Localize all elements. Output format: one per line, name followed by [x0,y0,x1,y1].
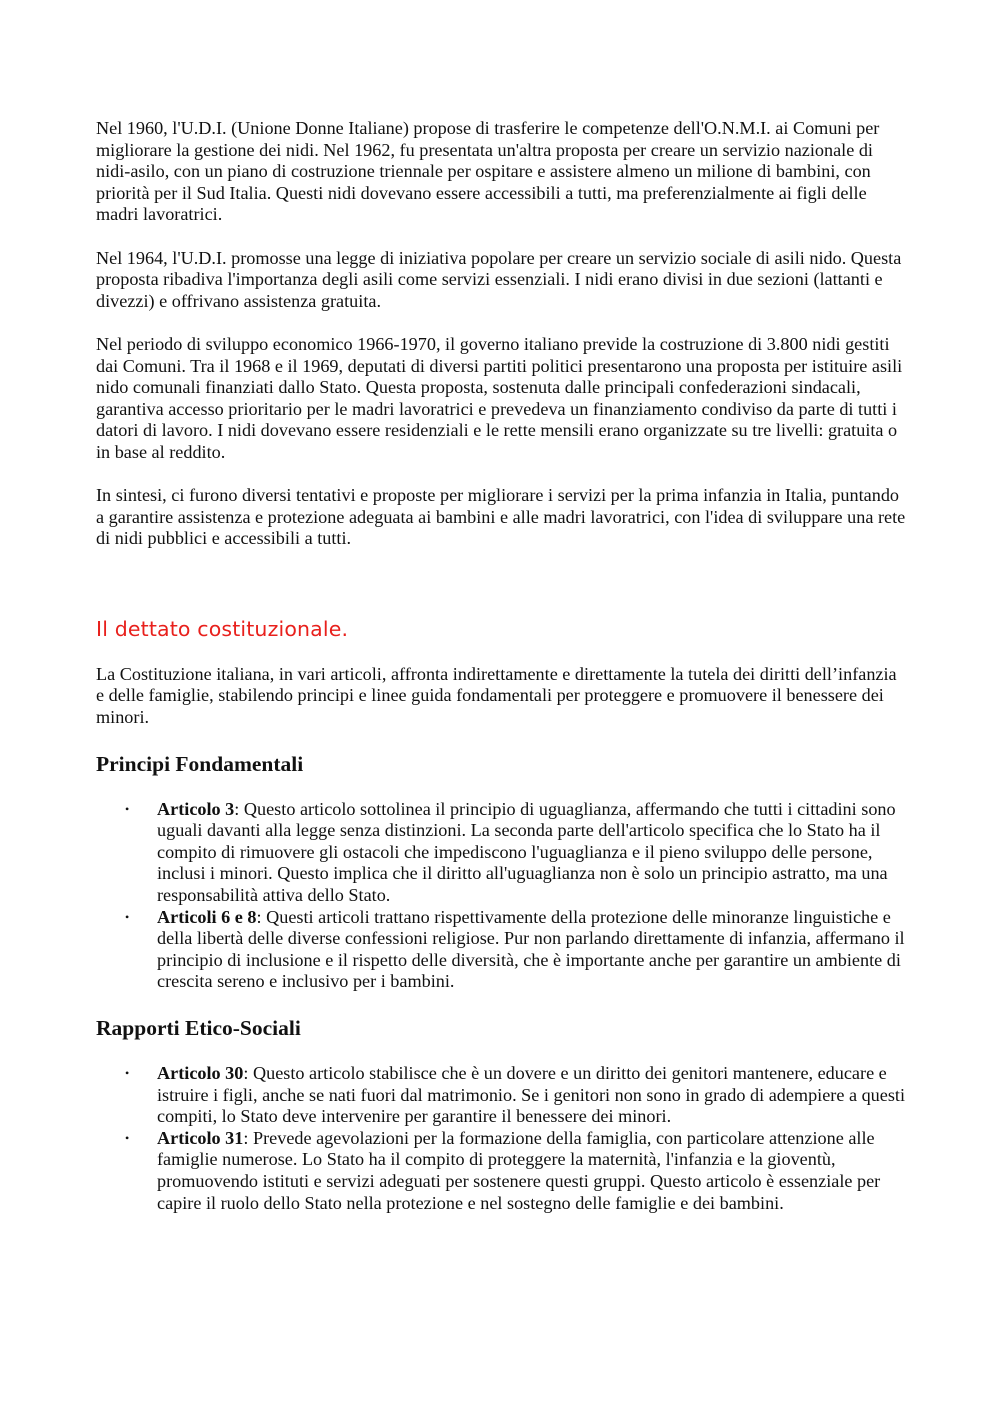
article-list-rapporti [96,1063,908,1214]
article-text: : Questo articolo stabilisce che è un dovere e un diritto dei genitori mantenere, educare e istruire i figli, anche se nati fuori dal matrimonio. Se i genitori non sono in grado di adempiere a questi compiti, lo Stato deve intervenire per garantire il benessere dei minori. [157,1063,906,1127]
article-label: Articolo 31 [157,1127,244,1148]
bullet-icon: • [125,1066,130,1080]
list-item [125,1063,908,1128]
article-label: Articolo 3 [157,798,235,819]
list-item [125,798,908,907]
article-label: Articolo 30 [157,1063,244,1083]
article-label: Articoli 6 e 8 [157,906,257,927]
bullet-icon: • [125,801,130,816]
article-text: : Questi articoli trattano rispettivamente della protezione delle minoranze linguistiche e della libertà delle diverse confessioni religiose. Pur non parlando direttamente di infanzia, affermano il principio di inclusione e il rispetto delle diversità, che è importante anche per garantire un ambiente di crescita sereno e inclusivo per i bambini. [157,906,905,992]
bullet-icon: • [125,909,130,924]
paragraph: Nel 1960, l'U.D.I. (Unione Donne Italiane) propose di trasferire le competenze dell'O.N.M.I. ai Comuni per migliorare la gestione dei nidi. Nel 1962, fu presentata un'altra proposta per creare un servizio nazionale di nidi-asilo, con un piano di costruzione triennale per ospitare e assistere almeno un milione di bambini, con priorità per il Sud Italia. Questi nidi dovevano essere accessibili a tutti, ma preferenzialmente ai figli delle madri lavoratrici. [96,118,880,225]
paragraph: In sintesi, ci furono diversi tentativi e proposte per migliorare i servizi per la prima infanzia in Italia, puntando a garantire assistenza e protezione adeguata ai bambini e alle madri lavoratrici, con l'idea di sviluppare una rete di nidi pubblici e accessibili a tutti. [96,485,906,549]
article-text: : Questo articolo sottolinea il principio di uguaglianza, affermando che tutti i cittadini sono uguali davanti alla legge senza distinzioni. La seconda parte dell'articolo specifica che lo Stato ha il compito di rimuovere gli ostacoli che impediscono l'uguaglianza e il pieno sviluppo delle persone, inclusi i minori. Questo implica che il diritto all'uguaglianza non è solo un principio astratto, ma una responsabilità attiva dello Stato. [157,798,896,906]
list-item [125,906,908,993]
paragraph: Nel 1964, l'U.D.I. promosse una legge di iniziativa popolare per creare un servizio sociale di asili nido. Questa proposta ribadiva l'importanza degli asili come servizi essenziali. I nidi erano divisi in due sezioni (lattanti e divezzi) e offrivano assistenza gratuita. [96,247,902,311]
subsection-heading-principi: Principi Fondamentali [96,751,304,776]
paragraph: Nel periodo di sviluppo economico 1966-1970, il governo italiano previde la costruzione di 3.800 nidi gestiti dai Comuni. Tra il 1968 e il 1969, deputati di diversi partiti politici presentarono una proposta per istituire asili nido comunali finanziati dallo Stato. Questa proposta, sostenuta dalle principali confederazioni sindacali, garantiva accesso prioritario per le madri lavoratrici e prevedeva un finanziamento condiviso da parte di tutti i datori di lavoro. I nidi dovevano essere residenziali e le rette mensili erano organizzate su tre livelli: gratuita o in base al reddito. [96,333,903,462]
list-item [125,1127,908,1214]
article-list-principi [96,799,908,993]
article-text: : Prevede agevolazioni per la formazione della famiglia, con particolare attenzione alle famiglie numerose. Lo Stato ha il compito di proteggere la maternità, l'infanzia e la gioventù, promuovendo istituti e servizi adeguati per sostenere questi gruppi. Questo articolo è essenziale per capire il ruolo dello Stato nella protezione e nel sostegno delle famiglie e dei bambini. [157,1127,881,1213]
bullet-icon: • [125,1130,130,1145]
document-page [96,118,908,1214]
section-title: Il dettato costituzionale. [96,616,349,641]
subsection-heading-rapporti: Rapporti Etico-Sociali [96,1016,301,1040]
history-section [96,118,908,550]
section-intro: La Costituzione italiana, in vari articoli, affronta indirettamente e direttamente la tutela dei diritti dell’infanzia e delle famiglie, stabilendo principi e linee guida fondamentali per proteggere e promuovere il benessere dei minori. [96,663,897,728]
